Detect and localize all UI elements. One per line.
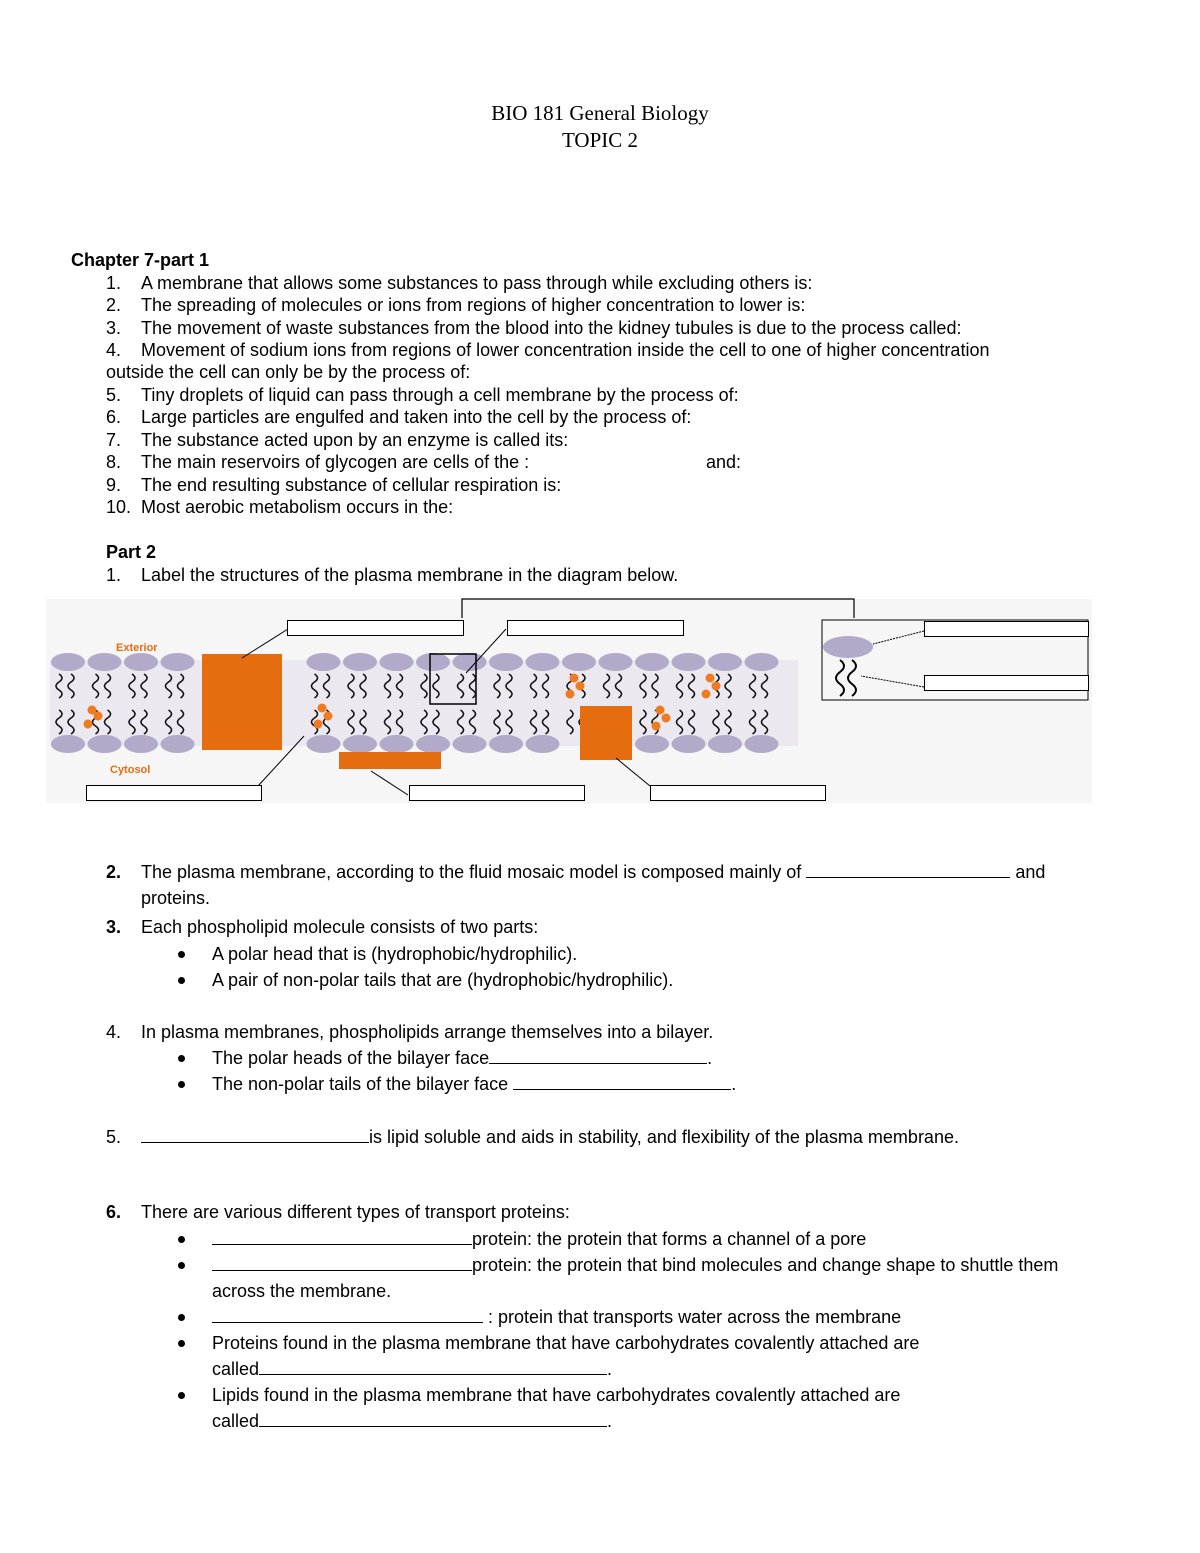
cholesterol-dot <box>324 712 333 721</box>
phospholipid-head <box>88 653 122 671</box>
phospholipid-head <box>343 653 377 671</box>
bullet-text: called <box>212 1359 260 1379</box>
phospholipid-head <box>526 653 560 671</box>
phospholipid-head <box>635 653 669 671</box>
phospholipid-head <box>124 735 158 753</box>
bullet-item <box>212 1254 1058 1276</box>
part2-heading: Part 2 <box>106 542 157 562</box>
bullet-text: : protein that transports water across the membrane <box>483 1307 902 1327</box>
phospholipid-head <box>51 735 85 753</box>
exterior-label: Exterior <box>116 642 158 654</box>
q-number: 6. <box>106 407 122 427</box>
phospholipid-head <box>489 735 523 753</box>
answer-blank[interactable] <box>513 1073 731 1090</box>
label-answer-box[interactable] <box>924 621 1089 637</box>
q-number: 4. <box>106 340 122 360</box>
question-text: The end resulting substance of cellular respiration is: <box>141 475 562 495</box>
cholesterol-dot <box>706 674 715 683</box>
question-text: Movement of sodium ions from regions of lower concentration inside the cell to one of higher concentration <box>141 340 990 360</box>
q-number: 2. <box>106 862 122 882</box>
period: . <box>731 1074 737 1094</box>
cholesterol-dot <box>84 720 93 729</box>
answer-blank[interactable] <box>806 861 1010 878</box>
bullet-item: Proteins found in the plasma membrane that have carbohydrates covalently attached are <box>212 1333 920 1353</box>
question-text: In plasma membranes, phospholipids arrange themselves into a bilayer. <box>141 1022 714 1042</box>
question-text-tail: and: <box>706 452 742 472</box>
bullet-item <box>212 1047 712 1069</box>
answer-blank[interactable] <box>212 1254 472 1271</box>
q-number: 2. <box>106 295 122 315</box>
cholesterol-dot <box>94 712 103 721</box>
label-answer-box[interactable] <box>924 675 1089 691</box>
question-text-main: The plasma membrane, according to the fluid mosaic model is composed mainly of <box>141 862 802 882</box>
bullet-text: The polar heads of the bilayer face <box>212 1048 490 1068</box>
cholesterol-dot <box>702 690 711 699</box>
bullet-text-continued <box>212 1410 612 1432</box>
phospholipid-head <box>708 653 742 671</box>
phospholipid-head <box>599 653 633 671</box>
label-answer-box[interactable] <box>650 785 826 801</box>
phospholipid-head <box>307 735 341 753</box>
question-text: A membrane that allows some substances to pass through while excluding others is: <box>141 273 813 293</box>
cytosol-label: Cytosol <box>110 764 151 776</box>
question-text: Each phospholipid molecule consists of two parts: <box>141 917 539 937</box>
phospholipid-head <box>161 735 195 753</box>
label-answer-box[interactable] <box>507 620 684 636</box>
question-text-continued: proteins. <box>141 888 211 908</box>
answer-blank[interactable] <box>212 1306 483 1323</box>
question-text-main: is lipid soluble and aids in stability, and flexibility of the plasma membrane. <box>369 1127 959 1147</box>
phospholipid-head <box>88 735 122 753</box>
phospholipid-head <box>380 653 414 671</box>
period: . <box>607 1359 613 1379</box>
question-text-continued: outside the cell can only be by the process of: <box>106 362 471 382</box>
topic-title: TOPIC 2 <box>561 128 639 152</box>
label-answer-box[interactable] <box>86 785 262 801</box>
integral-protein <box>202 654 282 750</box>
bullet-text: protein: the protein that forms a channel of a pore <box>472 1229 867 1249</box>
answer-blank[interactable] <box>141 1126 369 1143</box>
q-number: 1. <box>106 273 122 293</box>
period: . <box>707 1048 713 1068</box>
phospholipid-head <box>708 735 742 753</box>
bullet-text-continued: across the membrane. <box>212 1281 392 1301</box>
cholesterol-dot <box>318 704 327 713</box>
phospholipid-head <box>416 735 450 753</box>
label-answer-box[interactable] <box>287 620 464 636</box>
q-number: 3. <box>106 917 122 937</box>
q-number: 4. <box>106 1022 122 1042</box>
bullet-item: A pair of non-polar tails that are (hydrophobic/hydrophilic). <box>212 970 674 990</box>
phospholipid-head <box>745 653 779 671</box>
phospholipid-head <box>526 735 560 753</box>
question-text: There are various different types of transport proteins: <box>141 1202 570 1222</box>
phospholipid-head <box>307 653 341 671</box>
phospholipid-head <box>489 653 523 671</box>
phospholipid-head <box>161 653 195 671</box>
question-text: The spreading of molecules or ions from regions of higher concentration to lower is: <box>141 295 806 315</box>
q-number: 7. <box>106 430 122 450</box>
q-number: 10. <box>106 497 132 517</box>
q-number: 6. <box>106 1202 122 1222</box>
cholesterol-dot <box>652 722 661 731</box>
cholesterol-dot <box>576 682 585 691</box>
period: . <box>607 1411 613 1431</box>
q-number: 5. <box>106 385 122 405</box>
phospholipid-head <box>635 735 669 753</box>
question-text <box>141 861 1045 883</box>
peripheral-protein <box>339 752 441 769</box>
phospholipid-head <box>453 735 487 753</box>
answer-blank[interactable] <box>489 1047 707 1064</box>
cholesterol-dot <box>314 720 323 729</box>
cholesterol-dot <box>712 682 721 691</box>
phospholipid-head <box>416 653 450 671</box>
q-number: 9. <box>106 475 122 495</box>
phospholipid-head <box>124 653 158 671</box>
question-text-tail: and <box>1015 862 1046 882</box>
question-text: The main reservoirs of glycogen are cells of the : <box>141 452 530 472</box>
phospholipid-head <box>343 735 377 753</box>
part1-heading: Chapter 7-part 1 <box>71 250 210 270</box>
bullet-item <box>212 1306 901 1328</box>
course-title: BIO 181 General Biology <box>491 101 709 125</box>
question-text <box>141 1126 959 1148</box>
question-text: Label the structures of the plasma membrane in the diagram below. <box>141 565 679 585</box>
phospholipid-head <box>672 653 706 671</box>
q-number: 3. <box>106 318 122 338</box>
cholesterol-dot <box>656 706 665 715</box>
phospholipid-head <box>380 735 414 753</box>
cholesterol-dot <box>566 690 575 699</box>
q-number: 8. <box>106 452 122 472</box>
inset-polar-head <box>823 636 873 658</box>
q-number: 1. <box>106 565 122 585</box>
bullet-text: called <box>212 1411 260 1431</box>
question-text: The substance acted upon by an enzyme is called its: <box>141 430 569 450</box>
bullet-item <box>212 1073 736 1095</box>
cholesterol-dot <box>570 674 579 683</box>
bullet-text: The non-polar tails of the bilayer face <box>212 1074 509 1094</box>
question-text: Large particles are engulfed and taken into the cell by the process of: <box>141 407 692 427</box>
question-text: Most aerobic metabolism occurs in the: <box>141 497 454 517</box>
phospholipid-head <box>672 735 706 753</box>
answer-blank[interactable] <box>259 1358 607 1375</box>
bullet-item <box>212 1228 866 1250</box>
q-number: 5. <box>106 1127 122 1147</box>
question-text: The movement of waste substances from the blood into the kidney tubules is due to the process called: <box>141 318 962 338</box>
bullet-item: A polar head that is (hydrophobic/hydrophilic). <box>212 944 578 964</box>
label-answer-box[interactable] <box>409 785 585 801</box>
cholesterol-dot <box>662 714 671 723</box>
bullet-item: Lipids found in the plasma membrane that have carbohydrates covalently attached are <box>212 1385 901 1405</box>
phospholipid-head <box>51 653 85 671</box>
integral-protein-small <box>580 706 632 760</box>
answer-blank[interactable] <box>212 1228 472 1245</box>
question-text: Tiny droplets of liquid can pass through a cell membrane by the process of: <box>141 385 739 405</box>
answer-blank[interactable] <box>259 1410 607 1427</box>
bullet-text-continued <box>212 1358 612 1380</box>
bullet-text: protein: the protein that bind molecules and change shape to shuttle them <box>472 1255 1059 1275</box>
phospholipid-head <box>745 735 779 753</box>
phospholipid-head <box>562 653 596 671</box>
